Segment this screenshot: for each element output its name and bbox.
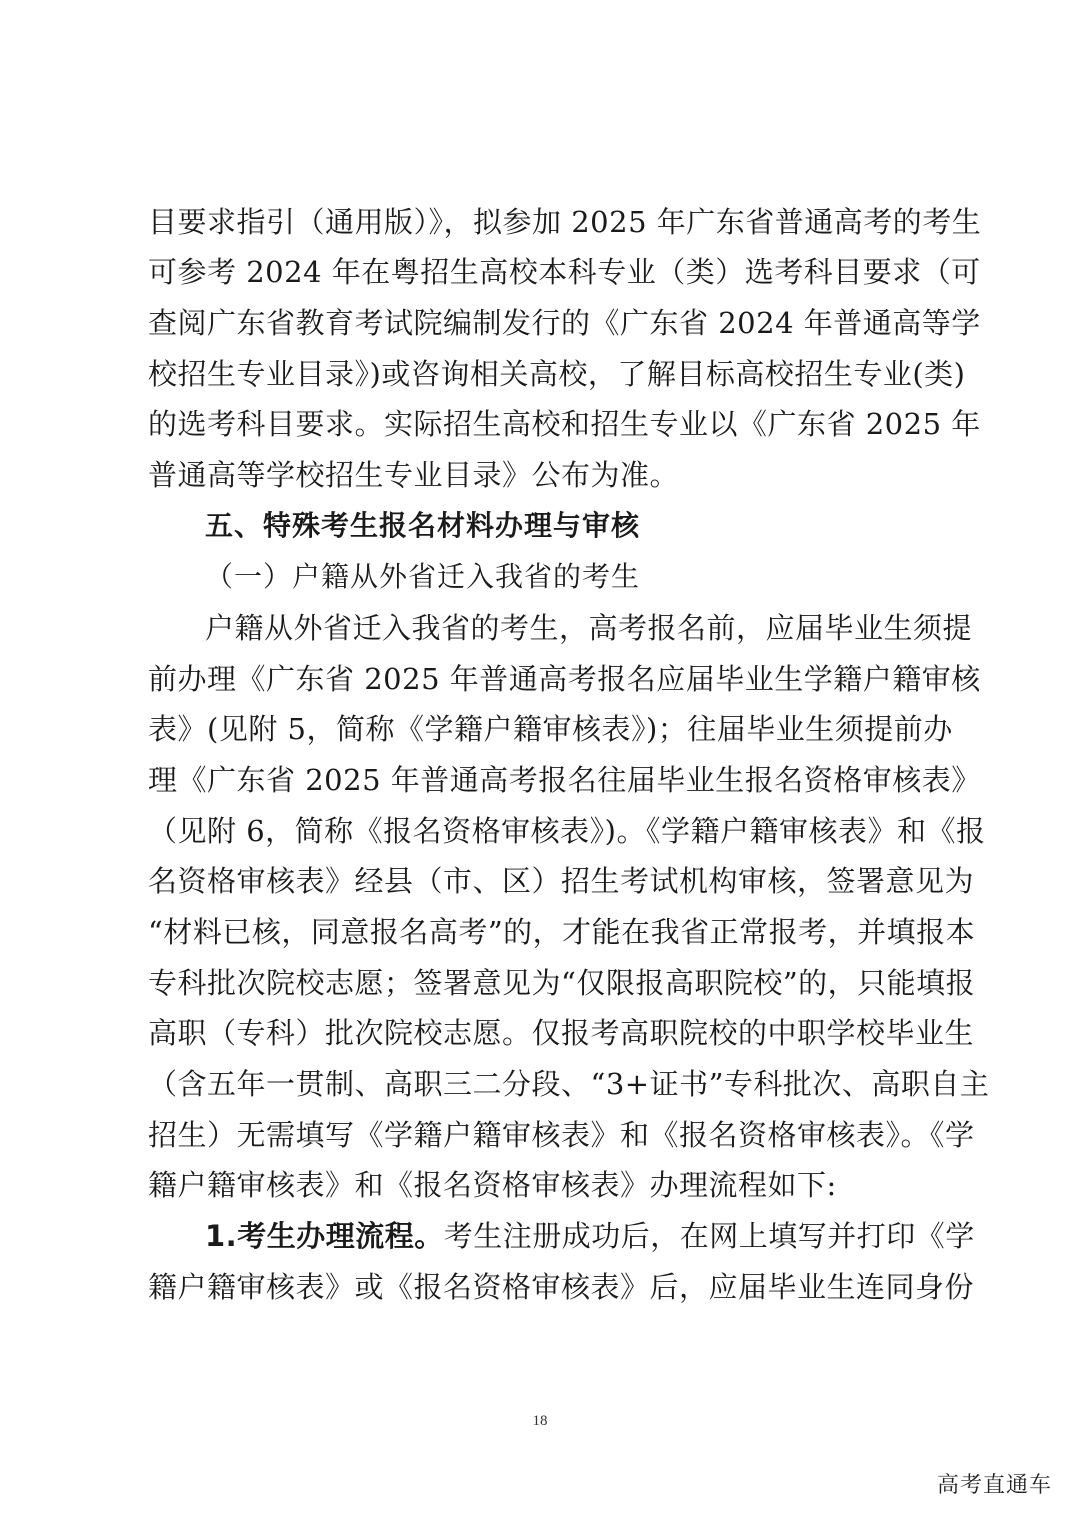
body-line: 籍户籍审核表》或《报名资格审核表》后，应届毕业生连同身份: [148, 1270, 975, 1304]
body-line: 的选考科目要求。实际招生高校和招生专业以《广东省 2025 年: [148, 407, 981, 441]
body-line: 理《广东省 2025 年普通高考报名往届毕业生报名资格审核表》: [148, 763, 981, 797]
body-line: （见附 6，简称《报名资格审核表》)。《学籍户籍审核表》和《报: [148, 814, 986, 848]
process-label: 1.考生办理流程。: [205, 1219, 444, 1253]
body-line: 高职（专科）批次院校志愿。仅报考高职院校的中职学校毕业生: [148, 1016, 975, 1050]
page-number: 18: [532, 1413, 548, 1429]
watermark-text: 高考直通车: [936, 1473, 1052, 1498]
section-heading: 五、特殊考生报名材料办理与审核: [205, 509, 641, 542]
body-line: 目要求指引（通用版）》，拟参加 2025 年广东省普通高考的考生: [148, 205, 982, 239]
body-line: 专科批次院校志愿；签署意见为“仅限报高职院校”的，只能填报: [148, 966, 976, 1000]
body-line: 可参考 2024 年在粤招生高校本科专业（类）选考科目要求（可: [148, 255, 981, 289]
process-text: 考生注册成功后，在网上填写并打印《学: [443, 1219, 975, 1253]
body-line: 前办理《广东省 2025 年普通高考报名应届毕业生学籍户籍审核: [148, 662, 981, 696]
body-line: 籍户籍审核表》和《报名资格审核表》办理流程如下:: [148, 1168, 837, 1202]
body-line: （含五年一贯制、高职三二分段、“3+证书”专科批次、高职自主: [148, 1067, 990, 1101]
body-line: 查阅广东省教育考试院编制发行的《广东省 2024 年普通高等学: [148, 306, 981, 340]
body-line: 户籍从外省迁入我省的考生，高考报名前，应届毕业生须提: [205, 611, 973, 645]
body-line: 校招生专业目录》)或咨询相关高校，了解目标高校招生专业(类): [148, 357, 966, 391]
body-line: 招生）无需填写《学籍户籍审核表》和《报名资格审核表》。《学: [148, 1118, 975, 1152]
body-line: “材料已核，同意报名高考”的，才能在我省正常报考，并填报本: [148, 915, 976, 949]
body-line: 名资格审核表》经县（市、区）招生考试机构审核，签署意见为: [148, 864, 975, 898]
body-line: 表》(见附 5，简称《学籍户籍审核表》)；往届毕业生须提前办: [148, 712, 953, 746]
body-line-with-label: [205, 1218, 975, 1254]
subsection-heading: （一）户籍从外省迁入我省的考生: [205, 560, 641, 593]
body-line: 普通高等学校招生专业目录》公布为准。: [148, 458, 680, 492]
